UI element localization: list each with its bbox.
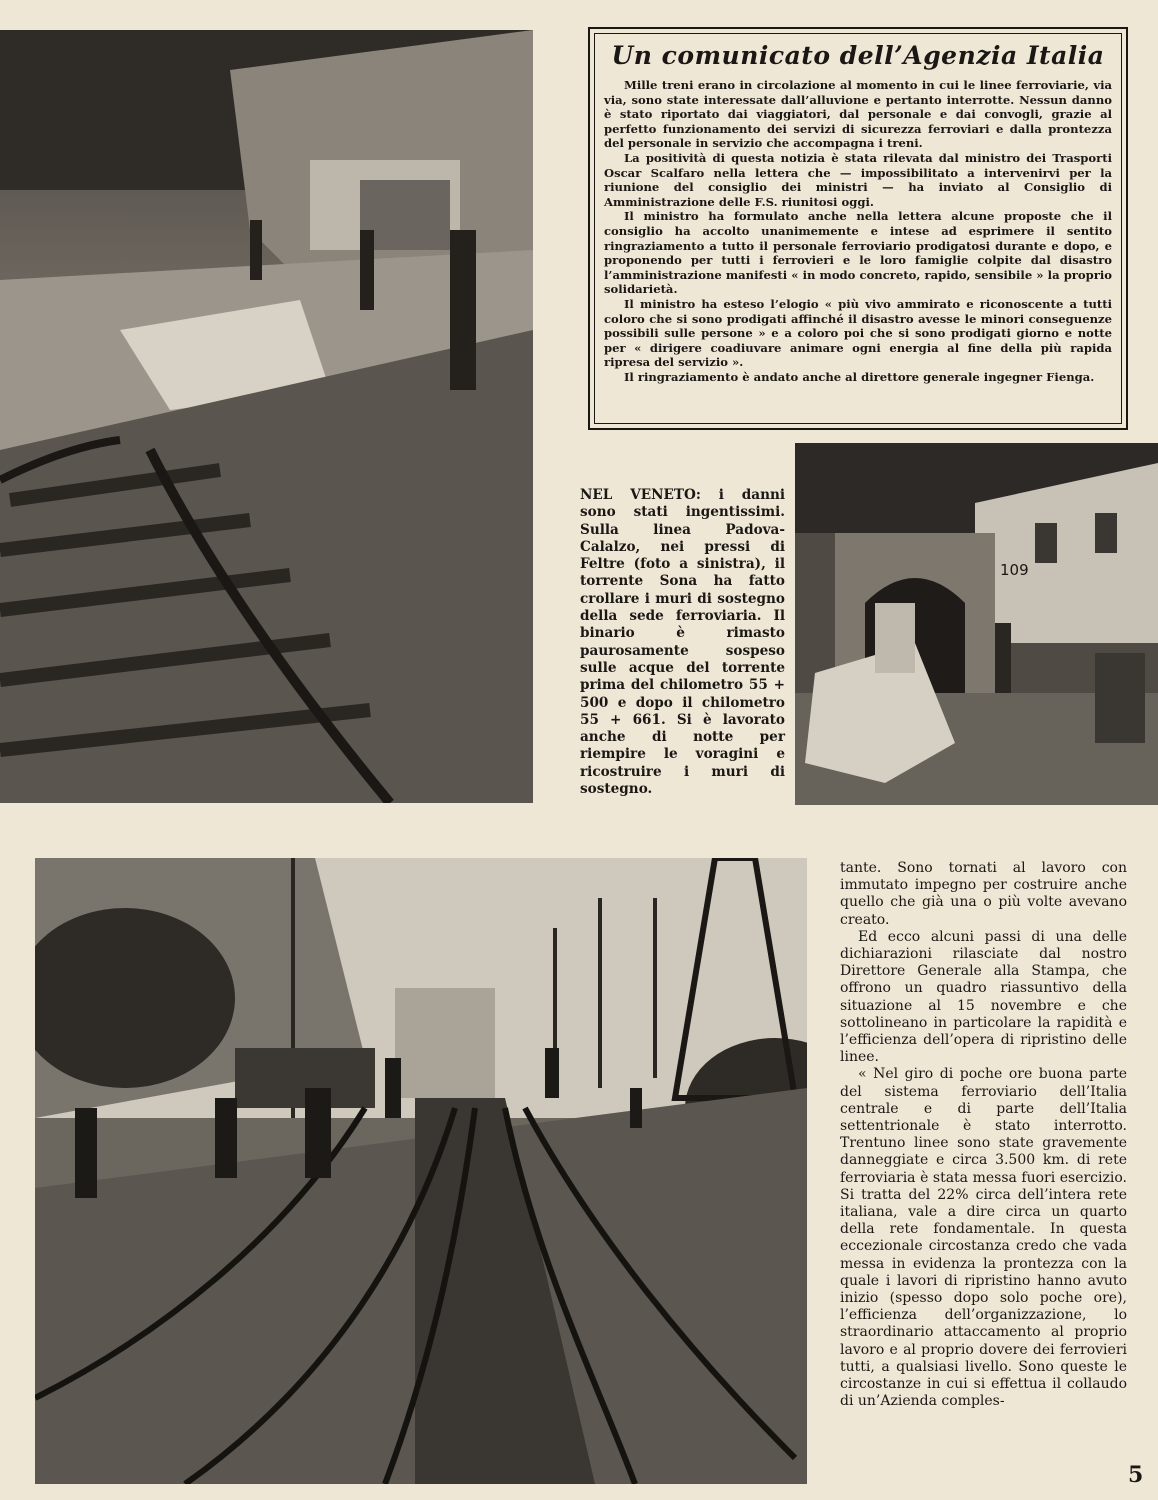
article-column (840, 860, 1127, 1411)
photo-damaged-track-feltre (0, 30, 533, 803)
box-paragraph: Il ringraziamento è andato anche al direttore generale ingegner Fienga. (624, 369, 1095, 384)
house-number-sign: 109 (1000, 561, 1029, 579)
box-paragraph: Il ministro ha formulato anche nella lettera alcune proposte che il consiglio ha accolto unanimemente e intese ad esprimere il sentito ringraziamento a tutto il personale ferroviario prodigatosi durante e dopo, e proponendo per tutti i ferrovieri e le loro famiglie colpite dal disastro l’amministrazione manifesti « in modo concreto, rapido, sensibile » la proprio solidarietà. (604, 209, 1112, 297)
box-paragraph: Il ministro ha esteso l’elogio « più vivo ammirato e riconoscente a tutti coloro che si sono prodigati affinché il disastro avesse le minori conseguenze possibili sulle persone » e a coloro poi che si sono prodigati giorno e notte per « dirigere coadiuvare animare ogni energia al fine della più rapida ripresa del servizio ». (604, 296, 1112, 370)
article-paragraph: Ed ecco alcuni passi di una delle dichiarazioni rilasciate dal nostro Direttore Generale alla Stampa, che offrono un quadro riassuntivo della situazione al 15 novembre e che sottolineano in particolare la rapidità e l’efficienza dell’opera di ripristino delle linee. (840, 928, 1127, 1066)
photo-tunnel-bulldozer (795, 443, 1158, 805)
article-paragraph: « Nel giro di poche ore buona parte del sistema ferroviario dell’Italia centrale e di parte dell’Italia settentrionale è stato interrotto. Trentuno linee sono state gravemente danneggiate e circa 3.500 km. di rete ferroviaria è stata messa fuori esercizio. Si tratta del 22% circa dell’intera rete italiana, vale a dire circa un quarto della rete fondamentale. In questa eccezionale circostanza credo che vada messa in evidenza la prontezza con la quale i lavori di ripristino hanno avuto inizio (spesso dopo solo poche ore), l’efficienza dell’organizzazione, lo straordinario attaccamento al proprio lavoro e al proprio dovere dei ferrovieri tutti, a qualsiasi livello. Sono queste le circostanze in cui si effettua il collaudo di un’Azienda comples- (840, 1066, 1127, 1410)
page-number: 5 (1128, 1462, 1144, 1488)
box-paragraph: La positività di questa notizia è stata rilevata dal ministro dei Trasporti Oscar Scalfaro nella lettera che — impossibilitato a intervenirvi per la riunione del consiglio dei ministri — ha inviato al Consiglio di Amministrazione delle F.S. riunitosi oggi. (604, 150, 1112, 209)
box-title: Un comunicato dell’Agenzia Italia (611, 41, 1105, 70)
agenzia-italia-box (588, 27, 1128, 430)
article-paragraph: tante. Sono tornati al lavoro con immutato impegno per costruire anche quello che già una o più volte avevano creato. (840, 860, 1127, 928)
box-paragraph: Mille treni erano in circolazione al momento in cui le linee ferroviarie, via via, sono state interessate dall’alluvione e pertanto interrotte. Nessun danno è stato riportato dai viaggiatori, dal personale e dai convogli, grazie al perfetto funzionamento dei servizi di sicurezza ferroviari e dalla prontezza del personale in servizio che accompagna i treni. (604, 78, 1112, 151)
photo-track-repair-works (35, 858, 807, 1484)
photo-caption-veneto: NEL VENETO: i danni sono stati ingentissimi. Sulla linea Padova-Calalzo, nei pressi di Feltre (foto a sinistra), il torrente Sona ha fatto crollare i muri di sostegno della sede ferroviaria. Il binario è rimasto paurosamente sospeso sulle acque del torrente prima del chilometro 55 + 500 e dopo il chilometro 55 + 661. Si è lavorato anche di notte per riempire le voragini e ricostruire i muri di sostegno. (580, 487, 785, 798)
